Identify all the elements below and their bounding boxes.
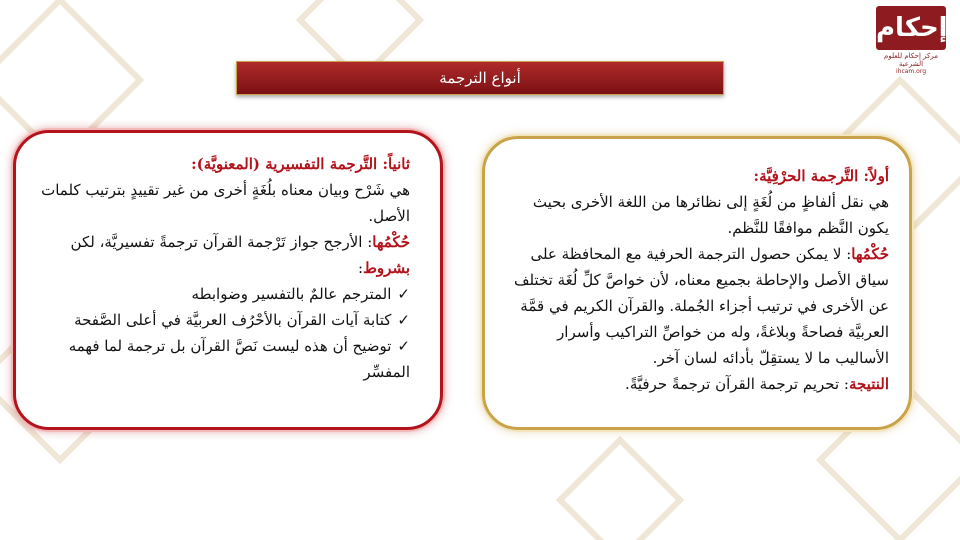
result-text: : تحريم ترجمة القرآن ترجمةً حرفيَّةً.: [625, 375, 849, 393]
interpretive-translation-card: [13, 130, 443, 430]
literal-translation-card: [482, 136, 912, 430]
logo-subtitle: مركز إحكام للعلوم الشرعية: [884, 52, 938, 68]
result-label: النتيجة: [848, 375, 889, 393]
conditions-list: [34, 281, 410, 385]
list-item: ✓توضيح أن هذه ليست نَصَّ القرآن بل ترجمة لما فهمه المفسِّر: [34, 333, 410, 385]
ruling-text: : لا يمكن حصول الترجمة الحرفية مع المحافظة على سياق الأصل والإحاطة بجميع معناه، لأن خواصَّ كلِّ لُغَة تختلف عن الأخرى في ترتيب أجزاء الجُملة. والقرآن الكريم في قمَّة العربيَّة فصاحةً وبلاغةً، وله من خواصِّ التراكيب وأسرار الأساليب ما لا يستقِلّ بأدائه لسان آخر.: [513, 245, 889, 367]
conditions-colon: :: [357, 259, 364, 277]
checkmark-icon: ✓: [397, 285, 410, 303]
card-heading: ثانياً: التَّرجمة التفسيرية (المعنويَّة):: [191, 155, 410, 173]
definition-text: هي شَرْح وبيان معناه بلُغَةٍ أخرى من غير تقييدٍ بترتيب كلمات الأصل.: [41, 181, 410, 225]
result-paragraph: [503, 371, 889, 397]
ruling-text: : الأرجح جواز تَرْجمة القرآن ترجمةً تفسيريَّة، لكن: [70, 233, 373, 251]
card-heading: أولاً: التَّرجمة الحرْفِيَّة:: [753, 167, 889, 185]
slide-title: أنواع الترجمة: [236, 61, 724, 95]
definition-text: هي نقل ألفاظٍ من لُغَةٍ إلى نظائرها من اللغة الأخرى بحيث يكون النَّظم موافقًا للنَّظم.: [532, 193, 889, 237]
logo-website: ihcam.org: [895, 68, 927, 75]
logo-mark: إحكام: [876, 6, 946, 50]
logo: [872, 6, 950, 75]
ruling-label: حُكْمُها: [851, 245, 889, 263]
list-item: ✓كتابة آيات القرآن بالأحْرُف العربيَّة في أعلى الصَّفحة: [34, 307, 410, 333]
conditions-label: بشروط: [363, 259, 410, 277]
checkmark-icon: ✓: [397, 311, 410, 329]
ruling-paragraph: [34, 229, 410, 281]
list-item: ✓المترجم عالمٌ بالتفسير وضوابطه: [34, 281, 410, 307]
checkmark-icon: ✓: [397, 337, 410, 355]
ruling-paragraph: [503, 241, 889, 371]
ruling-label: حُكْمُها: [372, 233, 410, 251]
